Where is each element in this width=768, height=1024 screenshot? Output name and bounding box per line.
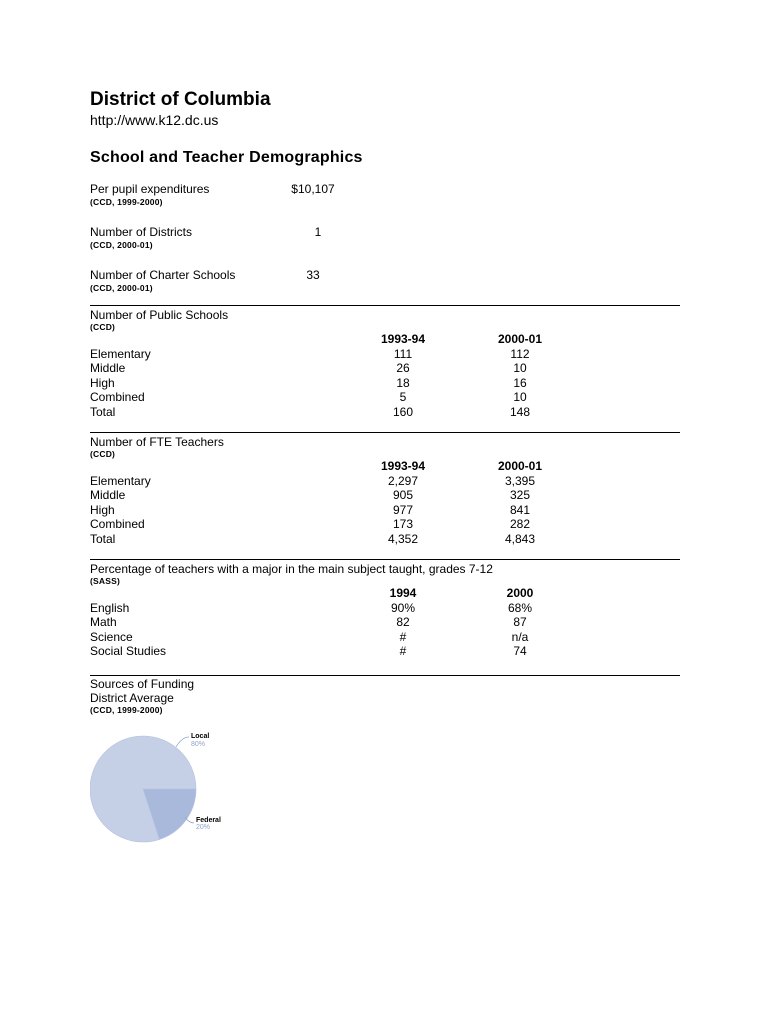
- row-label: Math: [90, 615, 117, 629]
- teacher-major-table: [90, 560, 680, 659]
- pie-pct-federal: 20%: [196, 823, 211, 831]
- stat-source: (CCD, 2000-01): [90, 283, 153, 293]
- table-row: [90, 405, 680, 420]
- table-source: (CCD): [90, 322, 116, 332]
- stat-label: Number of Districts: [90, 225, 193, 239]
- cell: 160: [392, 404, 414, 419]
- table-row: [90, 347, 680, 362]
- table-header-row: [90, 332, 680, 347]
- pie-label-local: Local: [191, 732, 210, 740]
- table-source: (SASS): [90, 576, 121, 586]
- table-row: [90, 532, 680, 547]
- cell: #: [399, 644, 407, 658]
- cell: 977: [392, 502, 414, 517]
- column-header: 2000-01: [497, 332, 543, 346]
- cell: 5: [399, 390, 407, 404]
- cell: n/a: [511, 629, 529, 644]
- cell: 905: [392, 488, 414, 502]
- funding-subtitle: District Average: [90, 690, 174, 705]
- funding-source: (CCD, 1999-2000): [90, 704, 163, 715]
- cell: 18: [396, 375, 410, 390]
- stat-value: 33: [306, 268, 320, 282]
- table-row: [90, 488, 680, 503]
- public-schools-table: [90, 306, 680, 419]
- document-page: [90, 88, 680, 855]
- funding-title: Sources of Funding: [90, 676, 195, 691]
- cell: 87: [513, 615, 527, 629]
- stat-label: Number of Charter Schools: [90, 268, 236, 282]
- table-row: [90, 361, 680, 376]
- table-title: Number of FTE Teachers: [90, 435, 224, 449]
- cell: 68%: [507, 600, 533, 615]
- pie-svg: [90, 725, 290, 855]
- cell: #: [399, 629, 407, 644]
- column-header: 1993-94: [380, 332, 426, 346]
- cell: 10: [513, 390, 527, 404]
- table-row: [90, 376, 680, 391]
- table-source: (CCD): [90, 449, 116, 459]
- cell: 111: [393, 346, 413, 361]
- cell: 26: [396, 361, 410, 375]
- stat-value: 1: [314, 225, 322, 239]
- row-label: Elementary: [90, 346, 151, 361]
- table-title: Number of Public Schools: [90, 308, 229, 322]
- stat-districts: [90, 225, 680, 268]
- pie-label-federal: Federal: [196, 816, 221, 824]
- column-header: 2000: [506, 586, 534, 600]
- row-label: Middle: [90, 361, 126, 375]
- column-header: 2000-01: [497, 459, 543, 473]
- column-header: 1993-94: [380, 459, 426, 473]
- cell: 4,843: [504, 531, 536, 546]
- row-label: Middle: [90, 488, 126, 502]
- funding-section: [90, 676, 680, 855]
- cell: 841: [509, 502, 531, 517]
- stat-source: (CCD, 2000-01): [90, 240, 153, 250]
- table-row: [90, 517, 680, 532]
- row-label: Combined: [90, 390, 145, 404]
- row-label: English: [90, 600, 130, 615]
- stat-charter-schools: [90, 268, 680, 305]
- district-title: District of Columbia: [90, 89, 271, 110]
- cell: 10: [513, 361, 527, 375]
- table-row: [90, 630, 680, 645]
- cell: 16: [513, 375, 527, 390]
- table-header-row: [90, 586, 680, 601]
- table-row: [90, 601, 680, 616]
- column-header: 1994: [389, 586, 417, 600]
- cell: 82: [396, 615, 410, 629]
- table-row: [90, 390, 680, 405]
- pie-pct-local: 80%: [191, 740, 206, 748]
- stat-source: (CCD, 1999-2000): [90, 197, 163, 207]
- row-label: Science: [90, 629, 133, 644]
- stat-per-pupil: [90, 182, 680, 225]
- fte-teachers-table: [90, 433, 680, 546]
- table-row: [90, 503, 680, 518]
- leader-line-local: [176, 737, 189, 747]
- cell: 173: [392, 517, 414, 531]
- cell: 282: [509, 517, 531, 531]
- row-label: High: [90, 375, 115, 390]
- section-title: School and Teacher Demographics: [90, 149, 363, 166]
- table-row: [90, 474, 680, 489]
- row-label: Elementary: [90, 473, 151, 488]
- funding-pie-chart: [90, 725, 290, 855]
- table-row: [90, 644, 680, 659]
- row-label: Combined: [90, 517, 145, 531]
- row-label: Social Studies: [90, 644, 167, 658]
- stat-value: $10,107: [291, 182, 335, 196]
- row-label: Total: [90, 531, 116, 546]
- cell: 90%: [390, 600, 416, 615]
- stat-label: Per pupil expenditures: [90, 182, 210, 196]
- cell: 2,297: [387, 473, 419, 488]
- row-label: High: [90, 502, 115, 517]
- cell: 74: [513, 644, 527, 658]
- district-url[interactable]: http://www.k12.dc.us: [90, 112, 219, 128]
- cell: 148: [509, 404, 531, 419]
- cell: 325: [509, 488, 531, 502]
- table-title: Percentage of teachers with a major in the main subject taught, grades 7-12: [90, 562, 493, 576]
- cell: 4,352: [387, 531, 419, 546]
- table-row: [90, 615, 680, 630]
- row-label: Total: [90, 404, 116, 419]
- cell: 112: [510, 346, 530, 361]
- table-header-row: [90, 459, 680, 474]
- cell: 3,395: [504, 473, 536, 488]
